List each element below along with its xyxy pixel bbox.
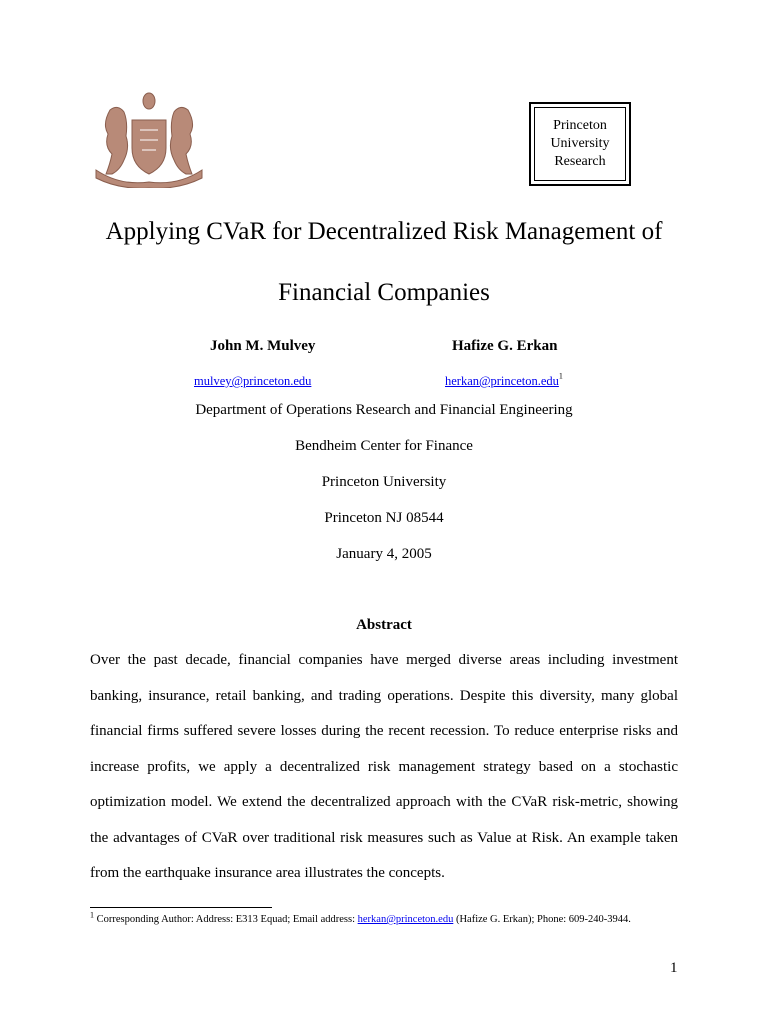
abstract-heading: Abstract bbox=[356, 617, 412, 633]
footnote-number: 1 bbox=[90, 910, 94, 920]
abstract-line: the advantages of CVaR over traditional risk measures such as Value at Risk. An example taken bbox=[90, 830, 678, 846]
page-number: 1 bbox=[670, 960, 678, 976]
paper-title-line-2: Financial Companies bbox=[278, 279, 490, 306]
footnote-email-link[interactable]: herkan@princeton.edu bbox=[357, 914, 454, 925]
author-email-1-wrap bbox=[194, 372, 311, 390]
date: January 4, 2005 bbox=[336, 546, 432, 562]
footnote-suffix: (Hafize G. Erkan); Phone: 609-240-3944. bbox=[453, 914, 631, 925]
author-email-link-2[interactable]: herkan@princeton.edu bbox=[445, 374, 559, 388]
abstract-line: banking, insurance, retail banking, and trading operations. Despite this diversity, many global bbox=[90, 688, 678, 704]
author-email-2-wrap bbox=[445, 372, 563, 390]
author-name-2: Hafize G. Erkan bbox=[452, 338, 558, 354]
crest-icon bbox=[90, 90, 208, 188]
abstract-line: financial firms suffered severe losses during the recent recession. To reduce enterprise risks and bbox=[90, 723, 678, 739]
box-line: Research bbox=[554, 154, 606, 169]
footnote-prefix: Corresponding Author: Address: E313 Equad; Email address: bbox=[96, 914, 358, 925]
institution-box-inner bbox=[534, 107, 626, 181]
box-line: University bbox=[550, 136, 610, 151]
address: Princeton NJ 08544 bbox=[324, 510, 444, 526]
abstract-line: from the earthquake insurance area illustrates the concepts. bbox=[90, 865, 445, 881]
institution-box bbox=[529, 102, 631, 186]
abstract-line: Over the past decade, financial companies have merged diverse areas including investment bbox=[90, 652, 678, 668]
footnote-rule bbox=[90, 907, 272, 908]
abstract-line: optimization model. We extend the decentralized approach with the CVaR risk-metric, showing bbox=[90, 794, 678, 810]
department: Department of Operations Research and Financial Engineering bbox=[195, 402, 573, 418]
princeton-crest-logo bbox=[90, 90, 208, 188]
center: Bendheim Center for Finance bbox=[295, 438, 473, 454]
author-email-link-1[interactable]: mulvey@princeton.edu bbox=[194, 374, 312, 388]
abstract-line: increase profits, we apply a decentralized risk management strategy based on a stochastic bbox=[90, 759, 678, 775]
university: Princeton University bbox=[321, 474, 447, 490]
author-name-1: John M. Mulvey bbox=[210, 338, 316, 354]
box-line: Princeton bbox=[553, 118, 607, 133]
footnote-marker: 1 bbox=[558, 371, 563, 381]
footnote bbox=[90, 910, 730, 925]
paper-title-line-1: Applying CVaR for Decentralized Risk Management of bbox=[105, 218, 663, 245]
